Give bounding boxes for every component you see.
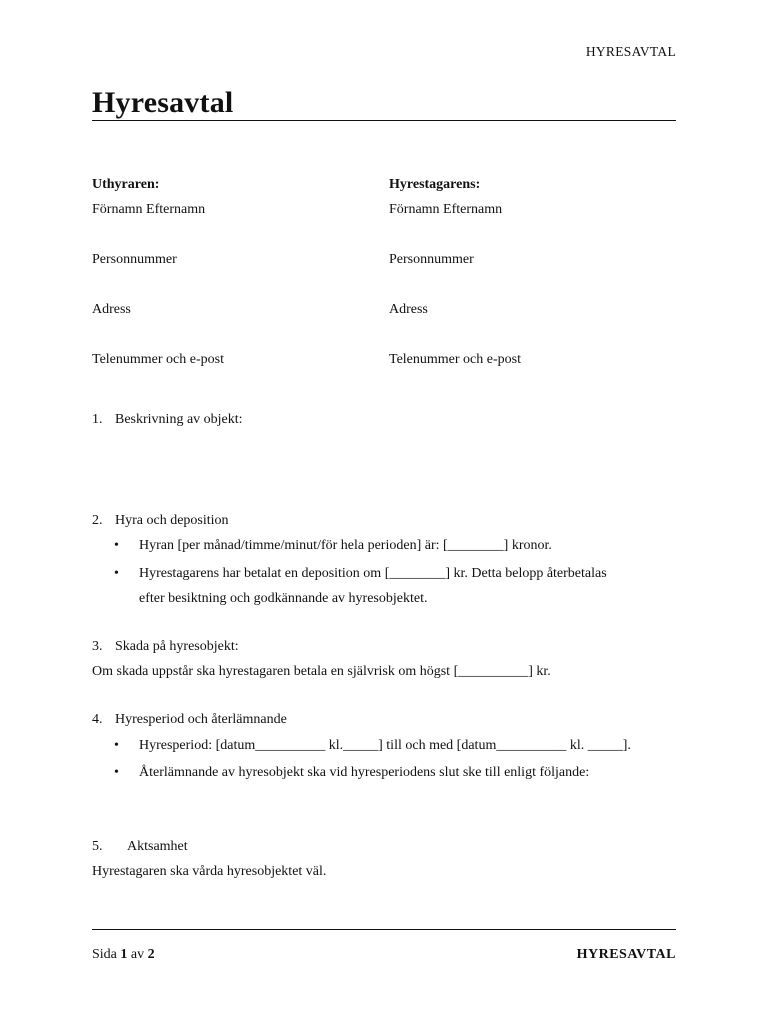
landlord-address: Adress — [92, 302, 131, 317]
bullet-icon: • — [114, 566, 119, 581]
page-current: 1 — [120, 947, 128, 962]
document-title: Hyresavtal — [92, 86, 234, 119]
tenant-personal-number: Personnummer — [389, 252, 474, 267]
footer-divider — [92, 929, 676, 930]
section-number: 2. — [92, 513, 103, 528]
bullet-icon: • — [114, 765, 119, 780]
running-footer: HYRESAVTAL — [576, 947, 676, 962]
page-total: 2 — [147, 947, 155, 962]
section-number: 5. — [92, 839, 103, 854]
page-indicator — [92, 947, 155, 963]
landlord-personal-number: Personnummer — [92, 252, 177, 267]
section-title: Hyresperiod och återlämnande — [115, 712, 287, 727]
tenant-address: Adress — [389, 302, 428, 317]
section-title: Hyra och deposition — [115, 513, 229, 528]
section-number: 4. — [92, 712, 103, 727]
landlord-name: Förnamn Efternamn — [92, 202, 206, 217]
section-title: Skada på hyresobjekt: — [115, 639, 239, 654]
list-item: Hyran [per månad/timme/minut/för hela perioden] är: [________] kronor. — [139, 538, 552, 553]
list-item-continuation: efter besiktning och godkännande av hyresobjektet. — [139, 591, 428, 606]
bullet-icon: • — [114, 738, 119, 753]
section-body: Hyrestagaren ska vårda hyresobjektet väl. — [92, 864, 327, 879]
page-separator: av — [130, 947, 145, 962]
section-body: Om skada uppstår ska hyrestagaren betala en självrisk om högst [__________] kr. — [92, 664, 551, 679]
landlord-heading: Uthyraren: — [92, 177, 160, 192]
bullet-icon: • — [114, 538, 119, 553]
landlord-contact: Telenummer och e-post — [92, 352, 224, 367]
section-number: 3. — [92, 639, 103, 654]
tenant-contact: Telenummer och e-post — [389, 352, 521, 367]
page-prefix: Sida — [92, 947, 117, 962]
tenant-name: Förnamn Efternamn — [389, 202, 503, 217]
section-title: Aktsamhet — [127, 839, 188, 854]
running-header: HYRESAVTAL — [585, 44, 676, 59]
title-divider — [92, 120, 676, 121]
list-item: Återlämnande av hyresobjekt ska vid hyresperiodens slut ske till enligt följande: — [139, 765, 590, 780]
list-item: Hyresperiod: [datum__________ kl._____] till och med [datum__________ kl. _____]. — [139, 738, 631, 753]
section-number: 1. — [92, 412, 103, 427]
tenant-heading: Hyrestagarens: — [389, 177, 481, 192]
section-title: Beskrivning av objekt: — [115, 412, 243, 427]
list-item: Hyrestagarens har betalat en deposition om [________] kr. Detta belopp återbetalas — [139, 566, 607, 581]
